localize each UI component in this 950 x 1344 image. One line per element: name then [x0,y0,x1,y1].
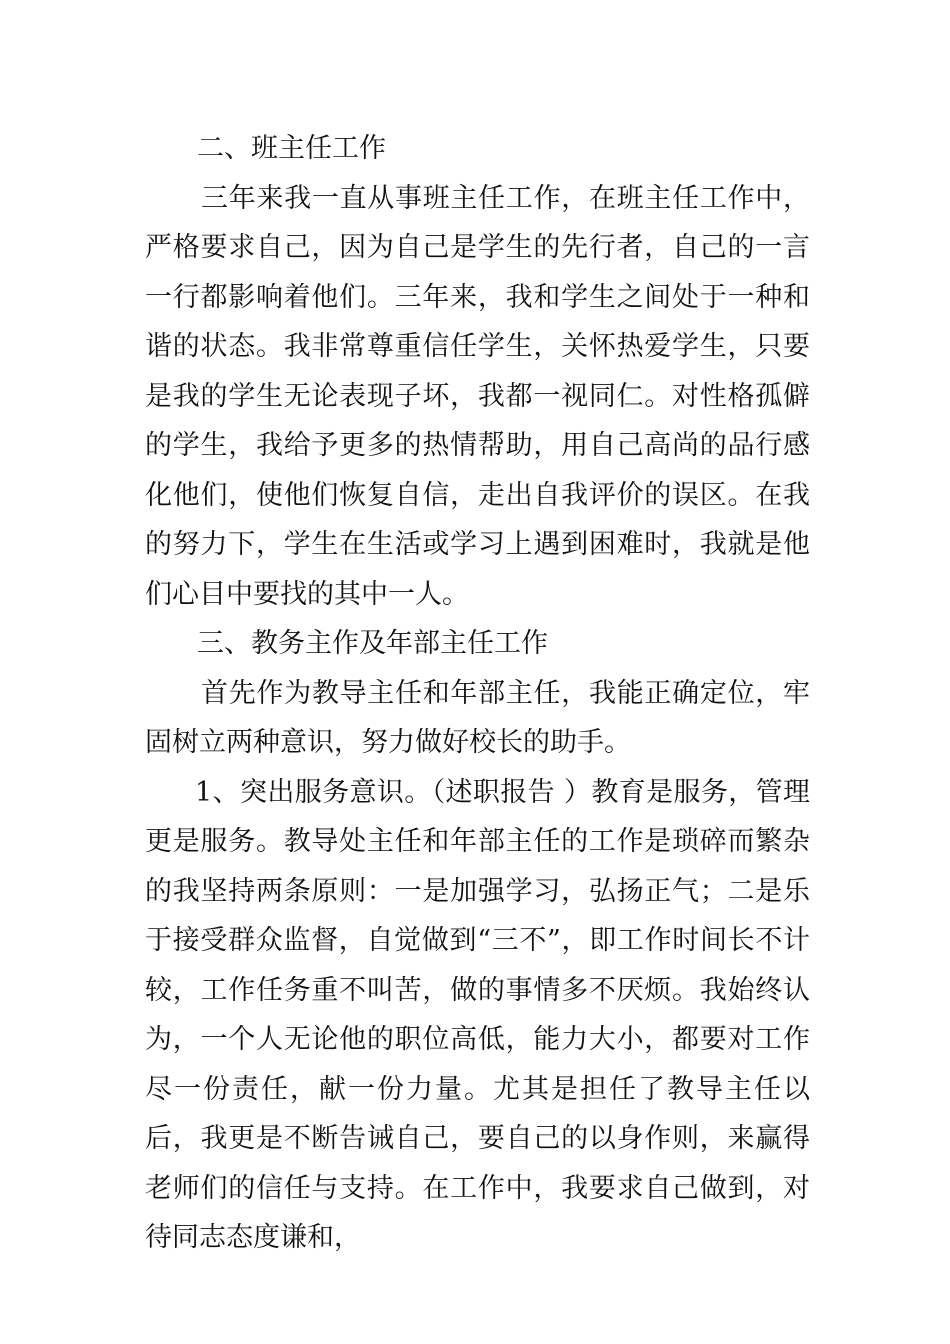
document-body [145,124,810,1263]
paragraph-positioning: 首先作为教导主任和年部主任，我能正确定位，牢固树立两种意识，努力做好校长的助手。 [145,677,810,758]
paragraph-service-awareness: 1、突出服务意识。（述职报告 ）教育是服务，管理更是服务。教导处主任和年部主任的工作是琐碎而繁杂的我坚持两条原则：一是加强学习，弘扬正气；二是乐于接受群众监督，自觉做到“三不”，即工作时间长不计较，工作任务重不叫苦，做的事情多不厌烦。我始终认为，一个人无论他的职位高低，能力大小，都要对工作尽一份责任，献一份力量。尤其是担任了教导主任以后，我更是不断告诫自己，要自己的以身作则，来赢得老师们的信任与支持。在工作中，我要求自己做到，对待同志态度谦和， [145,776,810,1253]
section-heading-academic-affairs: 三、教务主作及年部主任工作 [197,628,548,659]
section-heading-class-teacher: 二、班主任工作 [197,133,386,164]
paragraph-class-teacher-work: 三年来我一直从事班主任工作，在班主任工作中，严格要求自己，因为自己是学生的先行者，自己的一言一行都影响着他们。三年来，我和学生之间处于一种和谐的状态。我非常尊重信任学生，关怀热爱学生，只要是我的学生无论表现子坏，我都一视同仁。对性格孤僻的学生，我给予更多的热情帮助，用自己高尚的品行感化他们，使他们恢复自信，走出自我评价的误区。在我的努力下，学生在生活或学习上遇到困难时，我就是他们心目中要找的其中一人。 [145,182,810,610]
